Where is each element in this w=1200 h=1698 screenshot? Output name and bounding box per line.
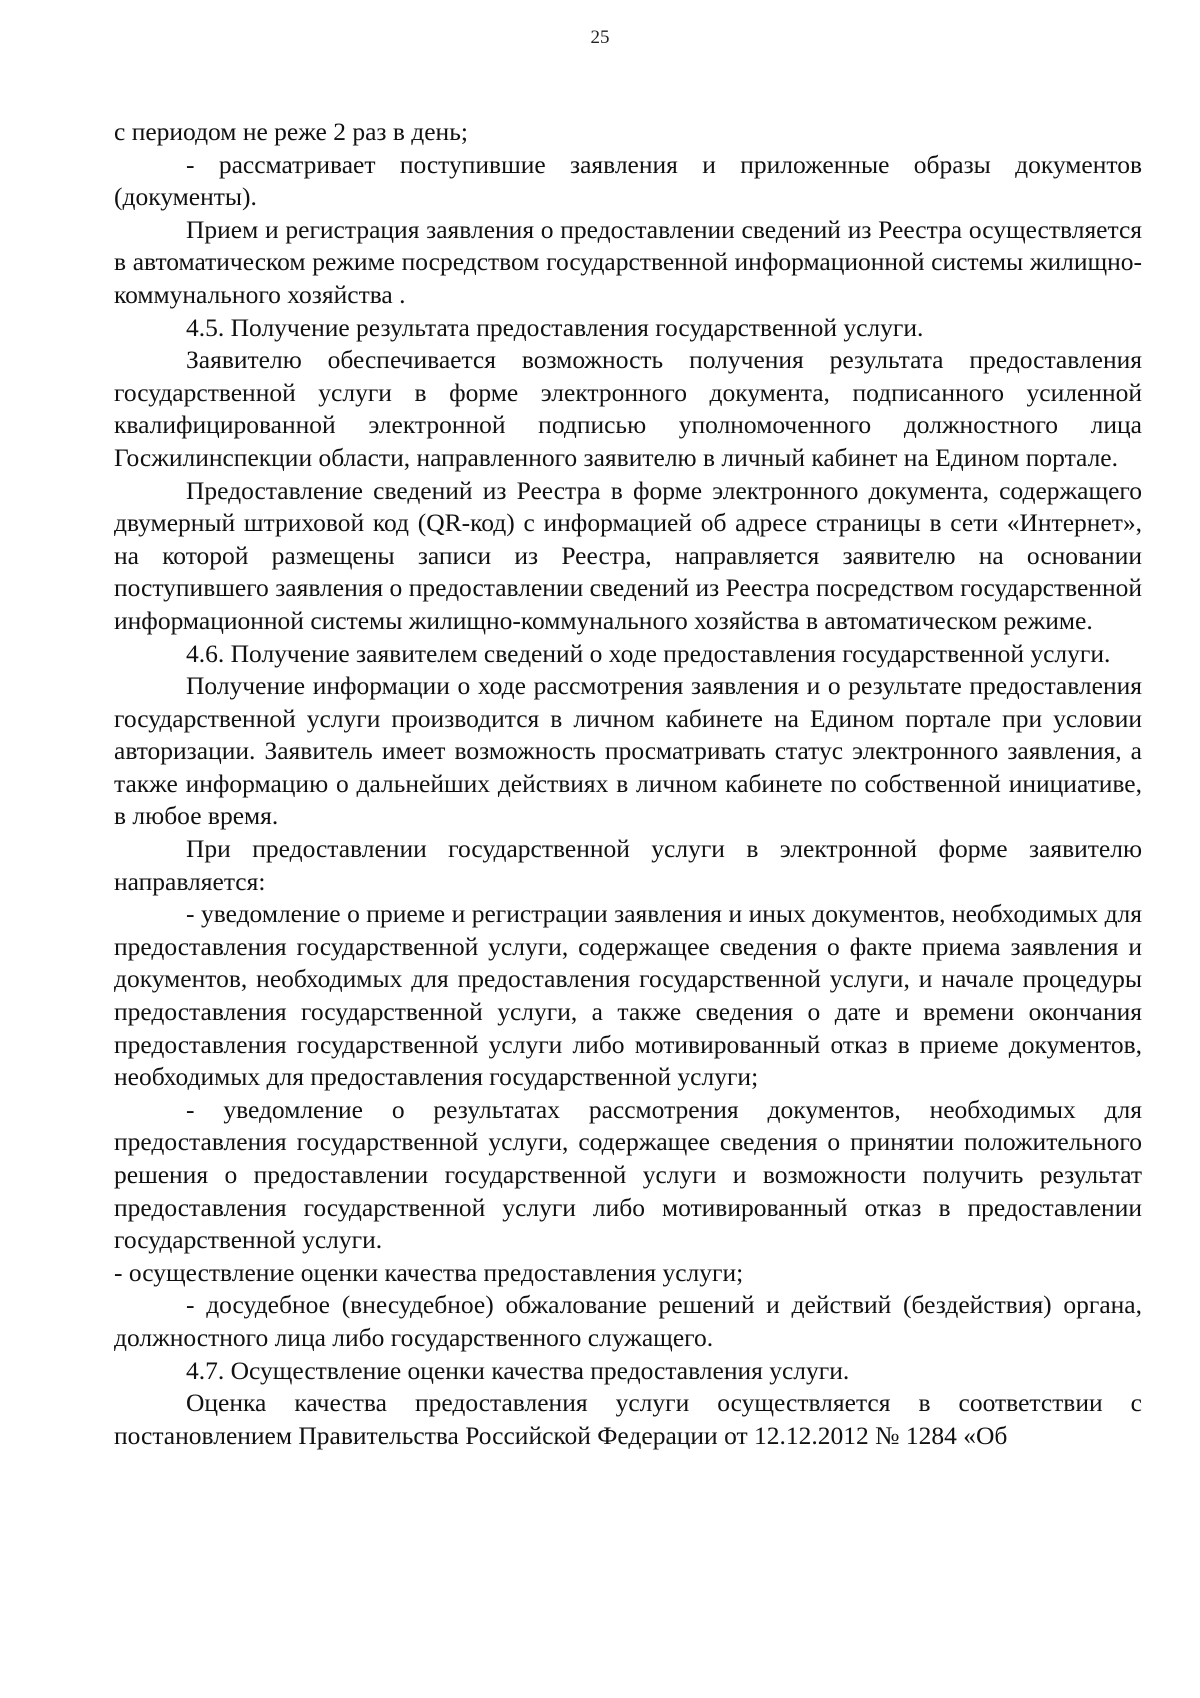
section-heading: 4.6. Получение заявителем сведений о ходе предоставления государственной услуги. — [186, 638, 1111, 668]
paragraph: Оценка качества предоставления услуги осуществляется в соответствии с постановлением Правительства Российской Федерации от 12.12.2012 № 1284 «Об — [114, 1388, 1142, 1450]
list-item: - осуществление оценки качества предоставления услуги; — [114, 1257, 744, 1287]
list-item: - досудебное (внесудебное) обжалование решений и действий (бездействия) органа, должностного лица либо государственного служащего. — [114, 1290, 1142, 1352]
list-item: - уведомление о результатах рассмотрения документов, необходимых для предоставления государственной услуги, содержащее сведения о принятии положительного решения о предоставлении государственной услуги и возможности получить результат предоставления государственной услуги либо мотивированный отказ в предоставлении государственной услуги. — [114, 1094, 1142, 1255]
paragraph: Заявителю обеспечивается возможность получения результата предоставления государственной услуги в форме электронного документа, подписанного усиленной квалифицированной электронной подписью уполномоченного должностного лица Госжилинспекции области, направленного заявителю в личный кабинет на Едином портале. — [114, 345, 1142, 472]
document-body — [114, 116, 1142, 1452]
paragraph: Предоставление сведений из Реестра в форме электронного документа, содержащего двумерный штриховой код (QR-код) с информацией об адресе страницы в сети «Интернет», на которой размещены записи из Реестра, направляется заявителю на основании поступившего заявления о предоставлении сведений из Реестра посредством государственной информационной системы жилищно-коммунального хозяйства в автоматическом режиме. — [114, 475, 1142, 635]
page-number: 25 — [590, 27, 610, 48]
paragraph: При предоставлении государственной услуги в электронной форме заявителю направляется: — [114, 834, 1142, 896]
paragraph: Прием и регистрация заявления о предоставлении сведений из Реестра осуществляется в автоматическом режиме посредством государственной информационной системы жилищно-коммунального хозяйства . — [114, 214, 1142, 309]
list-item: - уведомление о приеме и регистрации заявления и иных документов, необходимых для предоставления государственной услуги, содержащее сведения о факте приема заявления и документов, необходимых для предоставления государственной услуги, и начале процедуры предоставления государственной услуги, а также сведения о дате и времени окончания предоставления государственной услуги либо мотивированный отказ в приеме документов, необходимых для предоставления государственной услуги; — [114, 899, 1142, 1092]
paragraph: с периодом не реже 2 раз в день; — [114, 117, 468, 146]
paragraph: Получение информации о ходе рассмотрения заявления и о результате предоставления государственной услуги производится в личном кабинете на Едином портале при условии авторизации. Заявитель имеет возможность просматривать статус электронного заявления, а также информацию о дальнейших действиях в личном кабинете по собственной инициативе, в любое время. — [114, 671, 1142, 831]
paragraph: - рассматривает поступившие заявления и приложенные образы документов (документы). — [114, 149, 1142, 212]
section-heading: 4.5. Получение результата предоставления государственной услуги. — [186, 312, 924, 342]
section-heading: 4.7. Осуществление оценки качества предоставления услуги. — [186, 1355, 850, 1385]
